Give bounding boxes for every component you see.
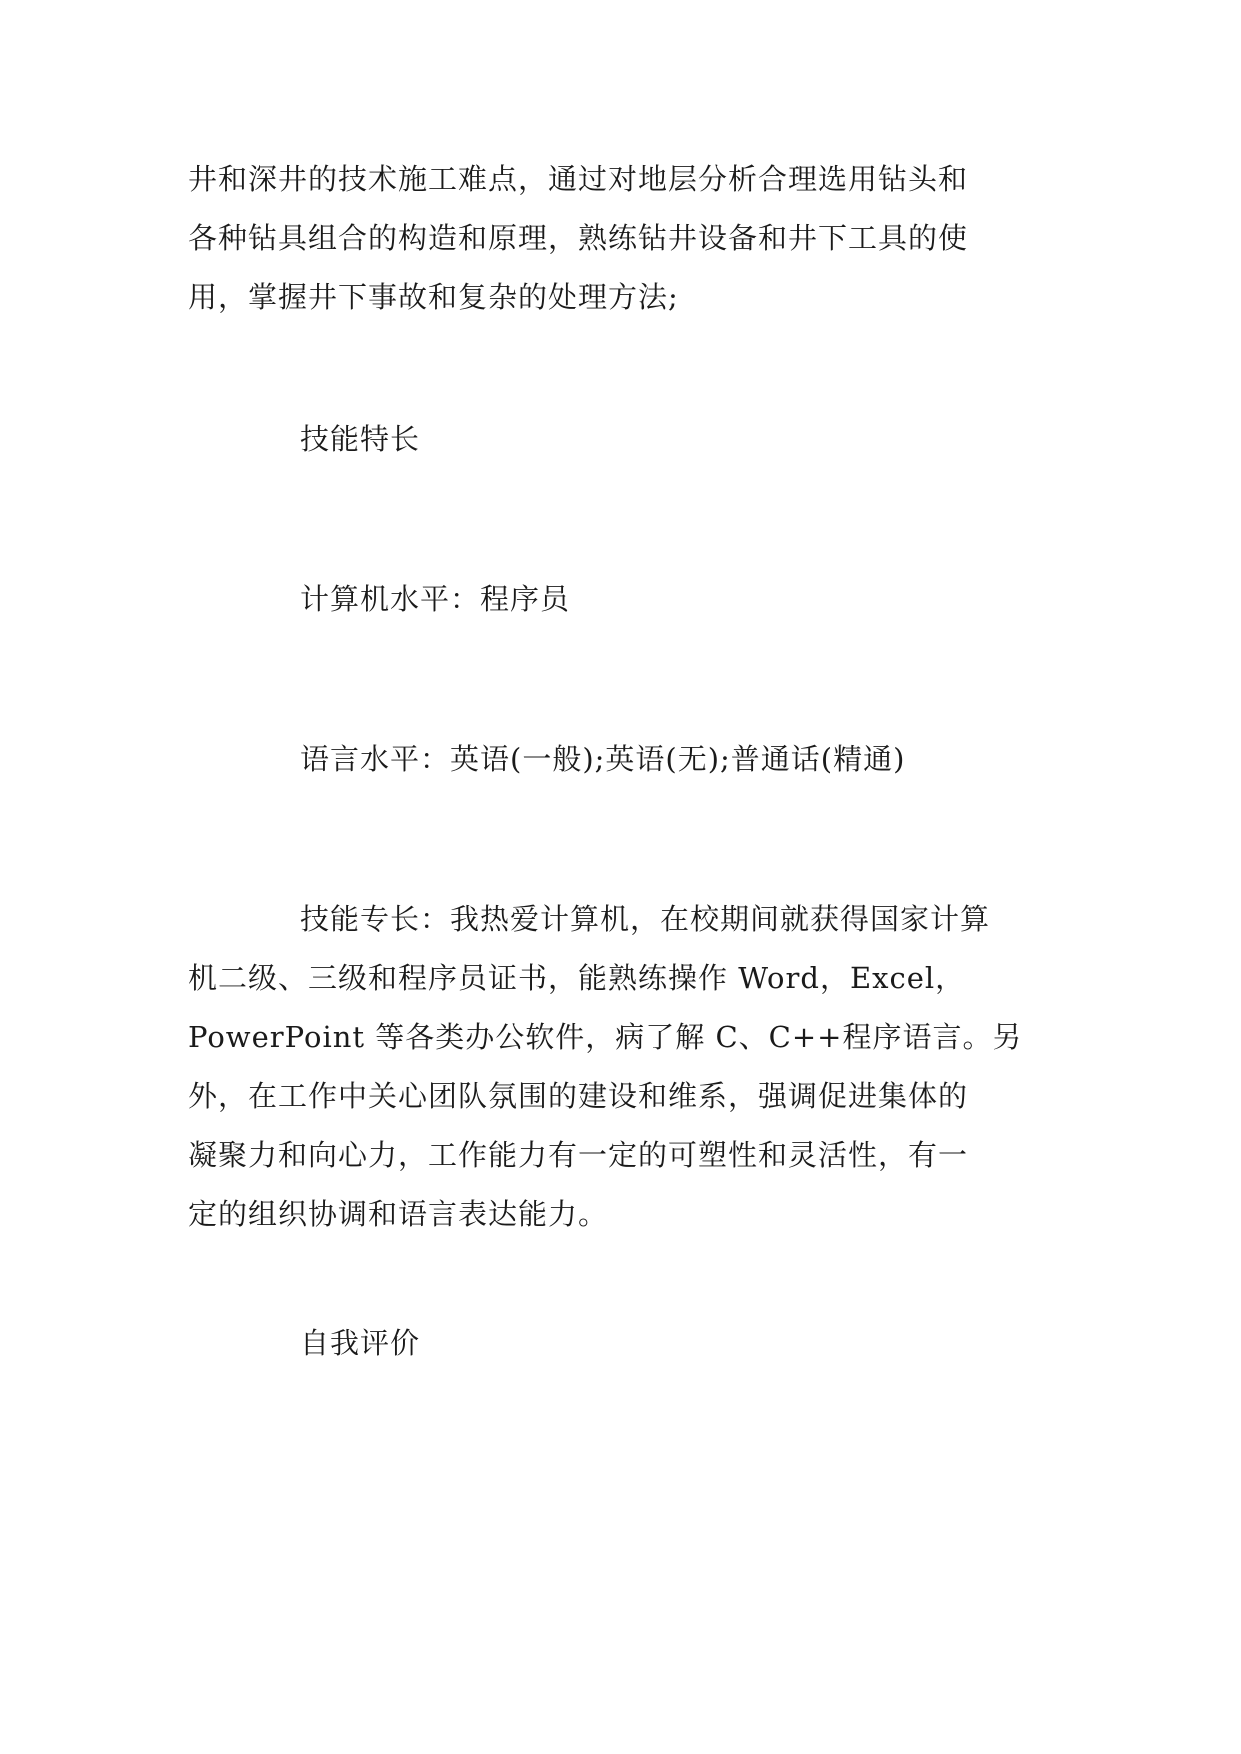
section-heading-skills [300, 410, 1168, 469]
text-line: 技能专长：我热爱计算机，在校期间就获得国家计算 [300, 902, 991, 936]
section-heading-self-evaluation [300, 1314, 1168, 1373]
text-line: 各种钻具组合的构造和原理，熟练钻井设备和井下工具的使 [188, 221, 969, 255]
paragraph-skill-detail [188, 890, 1056, 1244]
text-line: 井和深井的技术施工难点，通过对地层分析合理选用钻头和 [188, 162, 969, 196]
computer-level-text: 计算机水平：程序员 [300, 582, 571, 616]
heading-text: 技能特长 [300, 422, 421, 456]
text-line: 凝聚力和向心力，工作能力有一定的可塑性和灵活性，有一 [188, 1138, 969, 1172]
heading-text: 自我评价 [300, 1326, 421, 1360]
text-line: PowerPoint 等各类办公软件，病了解 C、C++程序语言。另 [188, 1020, 1023, 1054]
language-level [300, 730, 1168, 789]
text-line: 定的组织协调和语言表达能力。 [188, 1197, 609, 1231]
text-line: 外，在工作中关心团队氛围的建设和维系，强调促进集体的 [188, 1079, 969, 1113]
computer-level [300, 570, 1168, 629]
text-line: 用，掌握井下事故和复杂的处理方法; [188, 280, 679, 314]
text-line: 机二级、三级和程序员证书，能熟练操作 Word，Excel， [188, 961, 966, 995]
language-level-text: 语言水平：英语(一般);英语(无);普通话(精通) [300, 742, 906, 776]
paragraph-drilling-experience [188, 150, 1056, 327]
